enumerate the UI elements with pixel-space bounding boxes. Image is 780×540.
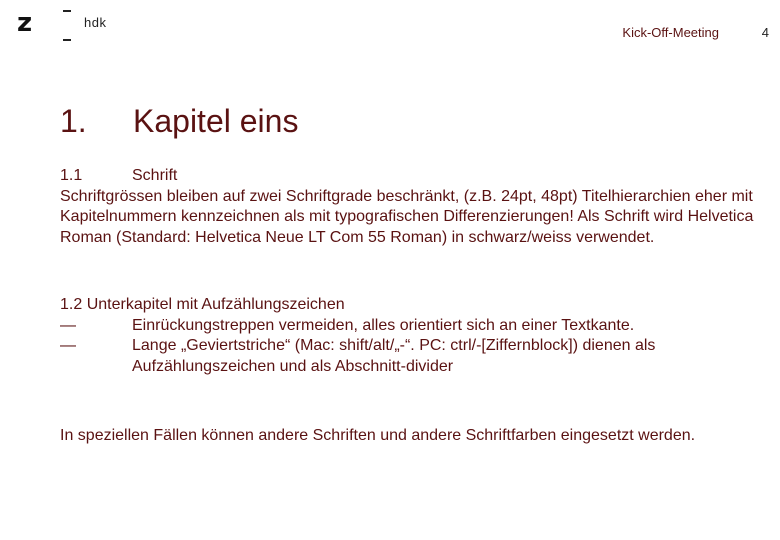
header-title: Kick-Off-Meeting [622,25,719,40]
list-item-text: Einrückungstreppen vermeiden, alles orientiert sich an einer Textkante. [132,316,635,334]
list-item [60,336,760,377]
closing-paragraph: In speziellen Fällen können andere Schriften und andere Schriftfarben eingesetzt werden. [60,427,696,444]
section-1-paragraph: Schriftgrössen bleiben auf zwei Schriftgrade beschränkt, (z.B. 24pt, 48pt) Titelhierarchien eher mit Kapitelnummern kennzeichnen als mit typografischen Differenzierungen! Als Schrift wird Helvetica Roman (Standard: Helvetica Neue LT Com 55 Roman) in schwarz/weiss verwendet. [60,187,754,246]
bullet-dash: — [60,337,76,354]
chapter-number: 1. [60,103,87,139]
section-2-heading: 1.2 Unterkapitel mit Aufzählungszeichen [60,296,345,313]
section-1-title: Schrift [132,167,178,184]
list-item [60,316,760,337]
section-1 [60,166,760,248]
logo-text: hdk [84,15,107,30]
logo-dash-bottom [63,39,71,41]
logo-dash-top [63,10,71,12]
list-item-text: Lange „Geviertstriche“ (Mac: shift/alt/„-“. PC: ctrl/-[Ziffernblock]) dienen als Aufzählungszeichen und als Abschnitt-divider [132,337,656,375]
section-2 [60,295,760,377]
closing-paragraph-block [60,426,760,447]
chapter-title: Kapitel eins [133,103,299,139]
section-1-number: 1.1 [60,167,83,184]
section-1-heading [60,166,760,187]
page-number: 4 [761,25,769,40]
bullet-dash: — [60,316,76,334]
logo-mark: z [17,8,33,38]
